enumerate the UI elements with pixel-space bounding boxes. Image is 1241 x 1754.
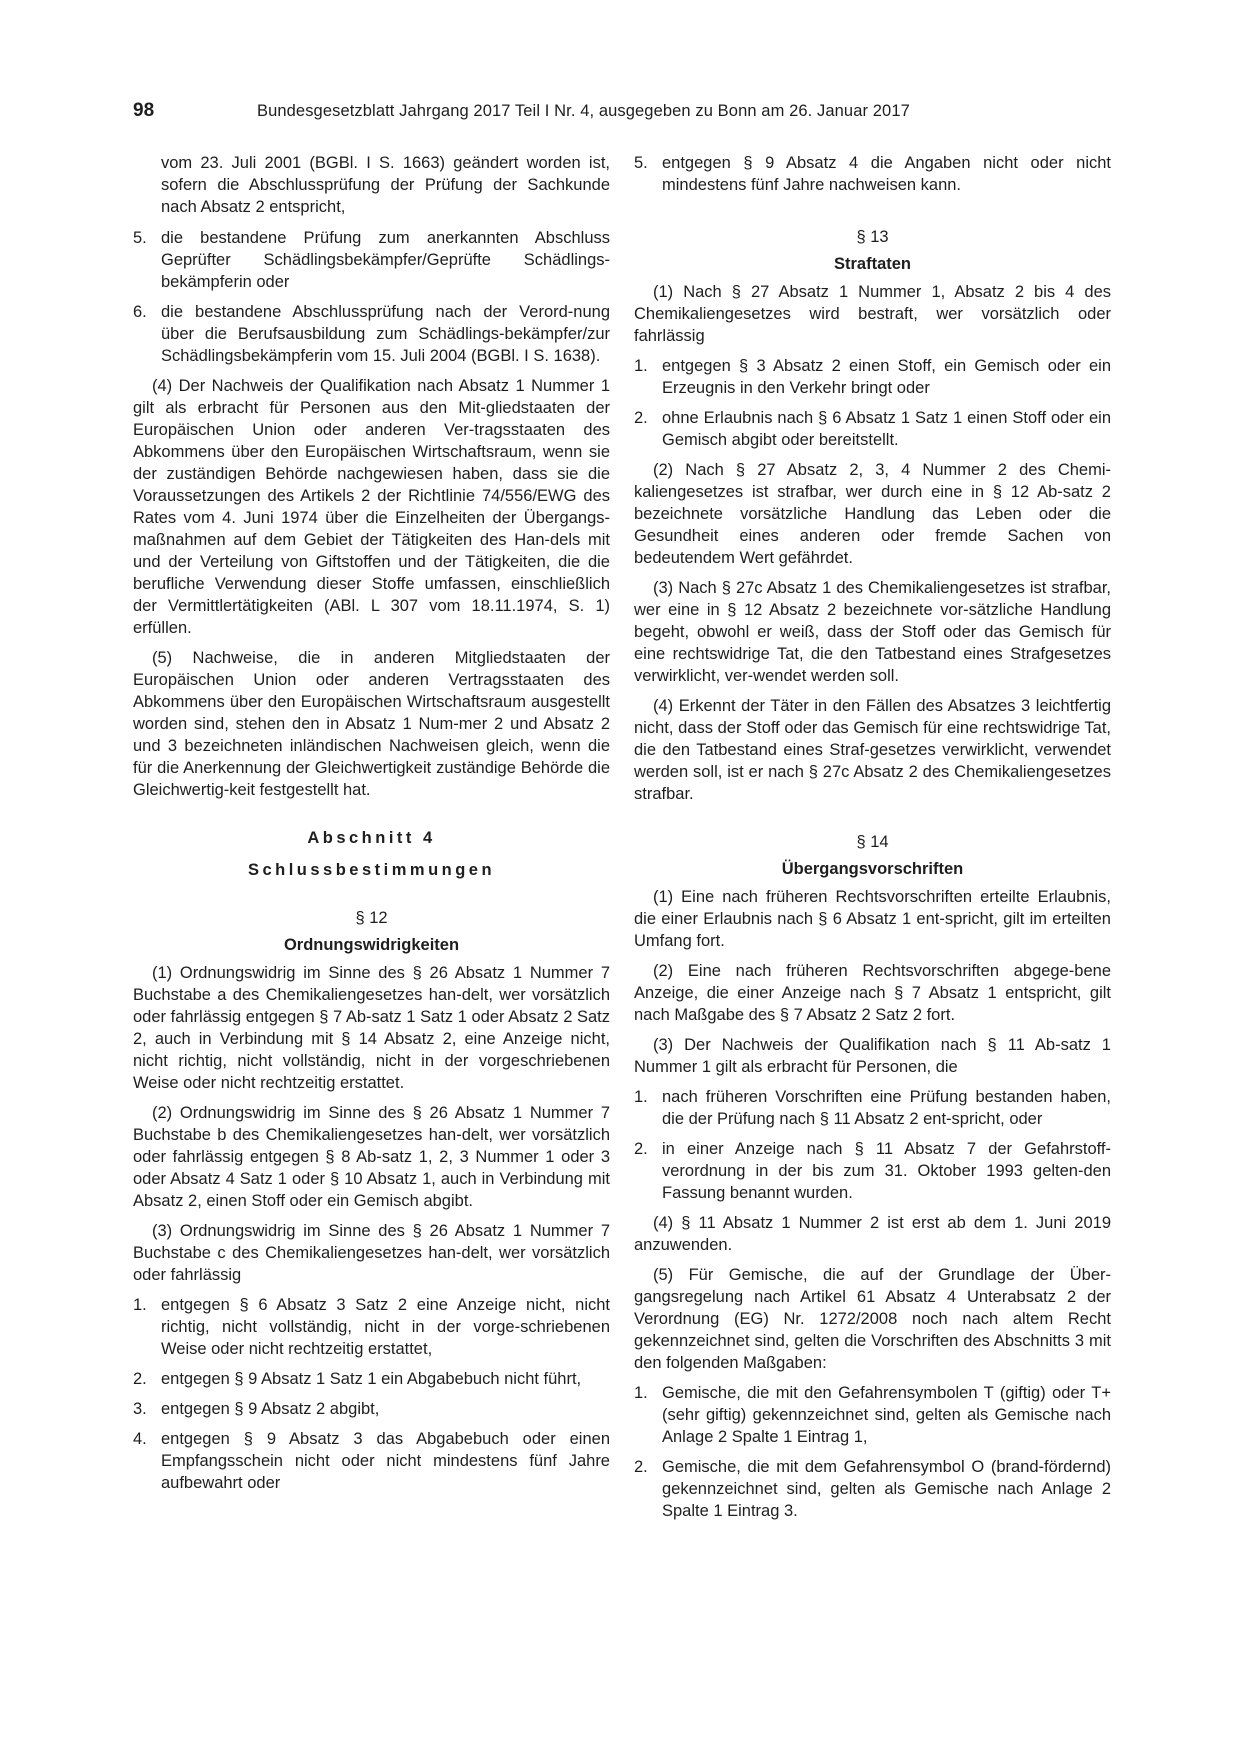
left-column xyxy=(133,152,610,1502)
item-text: entgegen § 6 Absatz 3 Satz 2 eine Anzeige nicht, nicht richtig, nicht vollständig, nicht in der vorge-schriebenen Weise oder nicht rechtzeitig erstattet, xyxy=(161,1296,610,1358)
section-14-paragraph-1: (1) Eine nach früheren Rechtsvorschriften erteilte Erlaubnis, die einer Erlaubnis nach § 6 Absatz 1 ent-spricht, gilt im erteilten Umfang fort. xyxy=(634,888,1111,950)
section-14-paragraph-5: (5) Für Gemische, die auf der Grundlage der Über-gangsregelung nach Artikel 61 Absatz 4 Unterabsatz 2 der Verordnung (EG) Nr. 1272/2008 noch nach altem Recht gekennzeichnet sind, gelten die Vorschriften des Abschnitts 3 mit den folgenden Maßgaben: xyxy=(634,1266,1111,1372)
list-item xyxy=(634,355,1111,399)
page-header xyxy=(133,100,993,130)
item-text: entgegen § 9 Absatz 1 Satz 1 ein Abgabebuch nicht führt, xyxy=(161,1370,582,1388)
list-item xyxy=(634,1382,1111,1448)
list-item xyxy=(634,1138,1111,1204)
item-number: 4. xyxy=(133,1430,147,1448)
item-number: 2. xyxy=(634,409,648,427)
running-head: Bundesgesetzblatt Jahrgang 2017 Teil I Nr. 4, ausgegeben zu Bonn am 26. Januar 2017 xyxy=(257,102,910,120)
item-number: 5. xyxy=(634,154,648,172)
section-12-heading: § 12 xyxy=(355,909,388,927)
item-number: 2. xyxy=(133,1370,147,1388)
item-number: 1. xyxy=(634,1384,648,1402)
section-13-paragraph-4: (4) Erkennt der Täter in den Fällen des Absatzes 3 leichtfertig nicht, dass der Stoff oder das Gemisch für eine rechtswidrige Tat, die den Tatbestand eines Straf-gesetzes verwirklicht, verwendet werden soll, ist er nach § 27c Absatz 2 des Chemikaliengesetzes strafbar. xyxy=(634,697,1111,803)
item-text: die bestandene Prüfung zum anerkannten Abschluss Geprüfter Schädlingsbekämpfer/Geprüfte Schädlings-bekämpferin oder xyxy=(161,229,610,291)
list-item xyxy=(133,227,610,293)
item-number: 3. xyxy=(133,1400,147,1418)
section-14-title: Übergangsvorschriften xyxy=(781,860,964,878)
item-text: nach früheren Vorschriften eine Prüfung bestanden haben, die der Prüfung nach § 11 Absatz 2 ent-spricht, oder xyxy=(662,1088,1111,1128)
item-text: Gemische, die mit dem Gefahrensymbol O (brand-fördernd) gekennzeichnet sind, gelten als Gemische nach Anlage 2 Spalte 1 Eintrag 3. xyxy=(662,1458,1111,1520)
item-text: die bestandene Abschlussprüfung nach der Verord-nung über die Berufsausbildung zum Schädlings-bekämpfer/zur Schädlingsbekämpferin vom 15. Juli 2004 (BGBl. I S. 1638). xyxy=(161,303,610,365)
list-item xyxy=(634,152,1111,196)
section-13-paragraph-3: (3) Nach § 27c Absatz 1 des Chemikaliengesetzes ist strafbar, wer eine in § 12 Absatz 2 bezeichnete vor-sätzliche Handlung begeht, obwohl er weiß, dass der Stoff oder das Gemisch für eine rechtswidrige Tat, die den Tatbestand eines Strafgesetzes verwirklicht, ver-wendet werden soll. xyxy=(634,579,1111,685)
section-12-paragraph-3: (3) Ordnungswidrig im Sinne des § 26 Absatz 1 Nummer 7 Buchstabe c des Chemikaliengesetzes han-delt, wer vorsätzlich oder fahrlässig xyxy=(133,1222,610,1284)
item-number: 5. xyxy=(133,229,147,247)
item-number: 1. xyxy=(133,1296,147,1314)
list-item xyxy=(133,1428,610,1494)
item-text: entgegen § 9 Absatz 4 die Angaben nicht oder nicht mindestens fünf Jahre nachweisen kann. xyxy=(662,154,1111,194)
item-number: 2. xyxy=(634,1458,648,1476)
section-12-paragraph-2: (2) Ordnungswidrig im Sinne des § 26 Absatz 1 Nummer 7 Buchstabe b des Chemikaliengesetzes han-delt, wer vorsätzlich oder fahrlässig entgegen § 8 Ab-satz 1, 2, 3 Nummer 1 oder 3 oder Absatz 4 Satz 1 oder § 10 Absatz 1, auch in Verbindung mit Absatz 2, einen Stoff oder ein Gemisch abgibt. xyxy=(133,1104,610,1210)
abschnitt-title: Schlussbestimmungen xyxy=(247,861,496,879)
right-column xyxy=(634,152,1111,1530)
list-item xyxy=(133,1398,610,1420)
item-number: 1. xyxy=(634,357,648,375)
section-13-paragraph-1: (1) Nach § 27 Absatz 1 Nummer 1, Absatz 2 bis 4 des Chemikaliengesetzes wird bestraft, wer vorsätzlich oder fahrlässig xyxy=(634,283,1111,345)
item-text: ohne Erlaubnis nach § 6 Absatz 1 Satz 1 einen Stoff oder ein Gemisch abgibt oder bereitstellt. xyxy=(662,409,1111,449)
section-13-title: Straftaten xyxy=(833,255,911,273)
section-14-heading: § 14 xyxy=(856,833,889,851)
page-number: 98 xyxy=(133,100,155,121)
section-14-paragraph-2: (2) Eine nach früheren Rechtsvorschriften abgege-bene Anzeige, die einer Anzeige nach § 7 Absatz 1 entspricht, gilt nach Maßgabe des § 7 Absatz 2 Satz 2 fort. xyxy=(634,962,1111,1024)
item-text: Gemische, die mit den Gefahrensymbolen T (giftig) oder T+ (sehr giftig) gekennzeichnet sind, gelten als Gemische nach Anlage 2 Spalte 1 Eintrag 1, xyxy=(662,1384,1111,1446)
section-12-title: Ordnungswidrigkeiten xyxy=(283,936,460,954)
list-item xyxy=(634,1086,1111,1130)
section-13-heading: § 13 xyxy=(856,228,889,246)
section-13-paragraph-2: (2) Nach § 27 Absatz 2, 3, 4 Nummer 2 des Chemi-kaliengesetzes ist strafbar, wer durch eine in § 12 Ab-satz 2 bezeichnete vorsätzliche Handlung das Leben oder die Gesundheit eines anderen oder fremde Sachen von bedeutendem Wert gefährdet. xyxy=(634,461,1111,567)
list-item xyxy=(133,1294,610,1360)
item-text: entgegen § 3 Absatz 2 einen Stoff, ein Gemisch oder ein Erzeugnis in den Verkehr bringt oder xyxy=(662,357,1111,397)
item-number: 1. xyxy=(634,1088,648,1106)
item-number: 6. xyxy=(133,303,147,321)
list-item xyxy=(133,301,610,367)
list-item xyxy=(133,1368,610,1390)
section-14-paragraph-3: (3) Der Nachweis der Qualifikation nach § 11 Ab-satz 1 Nummer 1 gilt als erbracht für Personen, die xyxy=(634,1036,1111,1076)
abschnitt-heading: Abschnitt 4 xyxy=(307,829,436,847)
item-text: entgegen § 9 Absatz 3 das Abgabebuch oder einen Empfangsschein nicht oder nicht mindestens fünf Jahre aufbewahrt oder xyxy=(161,1430,610,1492)
paragraph-5: (5) Nachweise, die in anderen Mitgliedstaaten der Europäischen Union oder anderen Vertragsstaaten des Abkommens über den Europäischen Wirtschaftsraum ausgestellt worden sind, stehen den in Absatz 1 Num-mer 2 und Absatz 2 und 3 bezeichneten inländischen Nachweisen gleich, wenn die für die Anerkennung der Gleichwertigkeit zuständige Behörde die Gleichwertig-keit festgestellt hat. xyxy=(133,649,610,799)
section-14-paragraph-4: (4) § 11 Absatz 1 Nummer 2 ist erst ab dem 1. Juni 2019 anzuwenden. xyxy=(634,1214,1111,1254)
item-number: 2. xyxy=(634,1140,648,1158)
section-12-paragraph-1: (1) Ordnungswidrig im Sinne des § 26 Absatz 1 Nummer 7 Buchstabe a des Chemikaliengesetzes han-delt, wer vorsätzlich oder fahrlässig entgegen § 7 Ab-satz 1 Satz 1 oder Absatz 2 Satz 2, auch in Verbindung mit § 14 Absatz 2, eine Anzeige nicht, nicht richtig, nicht vollständig, nicht in der vorgeschriebenen Weise oder nicht rechtzeitig erstattet. xyxy=(133,964,610,1092)
item-text: in einer Anzeige nach § 11 Absatz 7 der Gefahrstoff-verordnung in der bis zum 31. Oktober 1993 gelten-den Fassung benannt wurden. xyxy=(662,1140,1111,1202)
list-item xyxy=(634,1456,1111,1522)
list-item xyxy=(634,407,1111,451)
item-text: entgegen § 9 Absatz 2 abgibt, xyxy=(161,1400,380,1418)
paragraph-4: (4) Der Nachweis der Qualifikation nach Absatz 1 Nummer 1 gilt als erbracht für Personen aus den Mit-gliedstaaten der Europäischen Union oder anderen Ver-tragsstaaten des Abkommens über den Europäischen Wirtschaftsraum, wenn sie der zuständigen Behörde nachgewiesen haben, dass sie die Voraussetzungen des Artikels 2 der Richtlinie 74/556/EWG des Rates vom 4. Juni 1974 über die Einzelheiten der Übergangs-maßnahmen auf dem Gebiet der Tätigkeiten des Han-dels mit und der Verteilung von Giftstoffen und der Tätigkeiten, die die berufliche Verwendung dieser Stoffe umfassen, einschließlich der Vermittlertätigkeiten (ABl. L 307 vom 18.11.1974, S. 1) erfüllen. xyxy=(133,377,610,637)
continued-text: vom 23. Juli 2001 (BGBl. I S. 1663) geändert worden ist, sofern die Abschlussprüfung der Prüfung der Sachkunde nach Absatz 2 entspricht, xyxy=(161,154,610,216)
